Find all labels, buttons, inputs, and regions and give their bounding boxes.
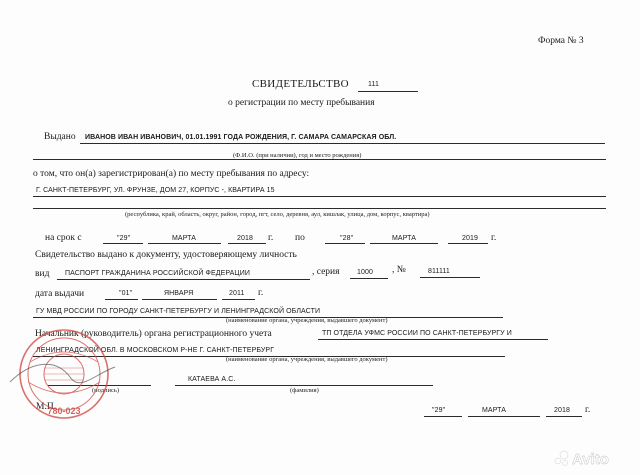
signing-date-month: МАРТА: [482, 407, 507, 414]
issue-date-day: "01": [119, 290, 133, 297]
certificate-number-line: [358, 91, 418, 92]
term-to-year-suffix: г.: [491, 233, 497, 243]
term-to-day-line: [325, 243, 365, 244]
issue-date-label: дата выдачи: [35, 289, 85, 299]
number-line: [420, 277, 480, 278]
signature-caption: (подпись): [92, 387, 119, 394]
registration-authority-underline-1: [318, 339, 548, 340]
issue-date-month: ЯНВАРЯ: [164, 290, 194, 297]
watermark-text: Avito: [572, 451, 609, 468]
document-title: СВИДЕТЕЛЬСТВО: [252, 78, 349, 90]
issuing-authority-value: ГУ МВД РОССИИ ПО ГОРОДУ САНКТ-ПЕТЕРБУРГУ И ЛЕНИНГРАДСКОЙ ОБЛАСТИ: [36, 308, 321, 315]
identity-text: Свидетельство выдано к документу, удостоверяющему личность: [35, 250, 297, 260]
series-line: [350, 278, 388, 279]
series-label: , серия: [312, 267, 340, 277]
issued-label: Выдано: [44, 132, 76, 142]
issued-to-line: [80, 143, 605, 144]
issued-to-value: ИВАНОВ ИВАН ИВАНОВИЧ, 01.01.1991 ГОДА РОЖДЕНИЯ, Г. САМАРА САМАРСКАЯ ОБЛ.: [85, 134, 397, 141]
address-line: [33, 196, 606, 197]
surname-caption: (фамилия): [290, 387, 319, 394]
avito-watermark: [550, 447, 630, 469]
document-type-line: [57, 279, 310, 280]
term-to-year-line: [448, 243, 488, 244]
head-label: Начальник (руководитель) органа регистрационного учета: [35, 329, 272, 339]
signer-name-line: [175, 385, 433, 386]
issue-date-suffix: г.: [258, 288, 264, 298]
document-subtitle: о регистрации по месту пребывания: [228, 98, 375, 108]
form-number: Форма № 3: [538, 36, 584, 46]
document-type-value: ПАСПОРТ ГРАЖДАНИНА РОССИЙСКОЙ ФЕДЕРАЦИИ: [65, 270, 250, 277]
issued-caption: (Ф.И.О. (при наличии), год и место рождения): [233, 152, 362, 159]
term-from-year-line: [228, 243, 266, 244]
official-stamp-seal: [0, 322, 120, 422]
signing-date-day: "29": [432, 407, 446, 414]
signing-date-day-line: [424, 416, 462, 417]
address-caption: (республика, край, область, округ, район, город, пгт, село, деревня, аул, кишлак, улица, дом, корпус, квартира): [125, 211, 430, 218]
issue-date-year: 2011: [229, 290, 245, 297]
term-from-day: "29": [117, 235, 131, 242]
stamp-text: 780-023: [47, 406, 81, 416]
issue-date-month-line: [142, 299, 217, 300]
term-from-year-suffix: г.: [268, 233, 274, 243]
series-value: 1000: [357, 269, 373, 276]
number-label: , №: [392, 265, 406, 275]
signer-name: КАТАЕВА А.С.: [188, 376, 236, 383]
registration-authority-line1: ТП ОТДЕЛА УФМС РОССИИ ПО САНКТ-ПЕТЕРБУРГУ И: [322, 330, 512, 337]
term-to-month-line: [370, 243, 438, 244]
term-label: на срок с: [45, 233, 82, 243]
mp-label: М.П.: [36, 402, 57, 412]
signing-date-year-line: [546, 416, 582, 417]
term-from-day-line: [103, 243, 143, 244]
signing-date-month-line: [468, 416, 540, 417]
registration-caption: (наименование органа, учреждения, выдавшего документ): [226, 356, 388, 363]
term-to-year: 2019: [462, 235, 478, 242]
term-to-month: МАРТА: [392, 235, 417, 242]
term-to-label: по: [295, 233, 305, 243]
address-line-2: [33, 208, 606, 209]
signing-date-suffix: г.: [585, 405, 591, 415]
registered-text: о том, что он(а) зарегистрирован(а) по месту пребывания по адресу:: [33, 169, 310, 179]
authority-caption: (наименование органа, учреждения, выдавшего документ): [226, 317, 388, 324]
term-from-year: 2018: [237, 235, 253, 242]
issue-date-year-line: [222, 299, 255, 300]
number-value: 811111: [428, 268, 450, 275]
document-type-label: вид: [35, 269, 50, 279]
signing-date-year: 2018: [554, 407, 570, 414]
registration-authority-line2: ЛЕНИНГРАДСКОЙ ОБЛ. В МОСКОВСКОМ Р-НЕ Г. САНКТ-ПЕТЕРБУРГ: [36, 347, 275, 354]
issue-date-day-line: [105, 299, 138, 300]
term-from-month: МАРТА: [172, 235, 197, 242]
certificate-number: 111: [368, 81, 379, 88]
address-value: Г. САНКТ-ПЕТЕРБУРГ, УЛ. ФРУНЗЕ, ДОМ 27, КОРПУС -, КВАРТИРА 15: [36, 187, 275, 194]
term-to-day: "28": [340, 235, 354, 242]
term-from-month-line: [148, 243, 221, 244]
